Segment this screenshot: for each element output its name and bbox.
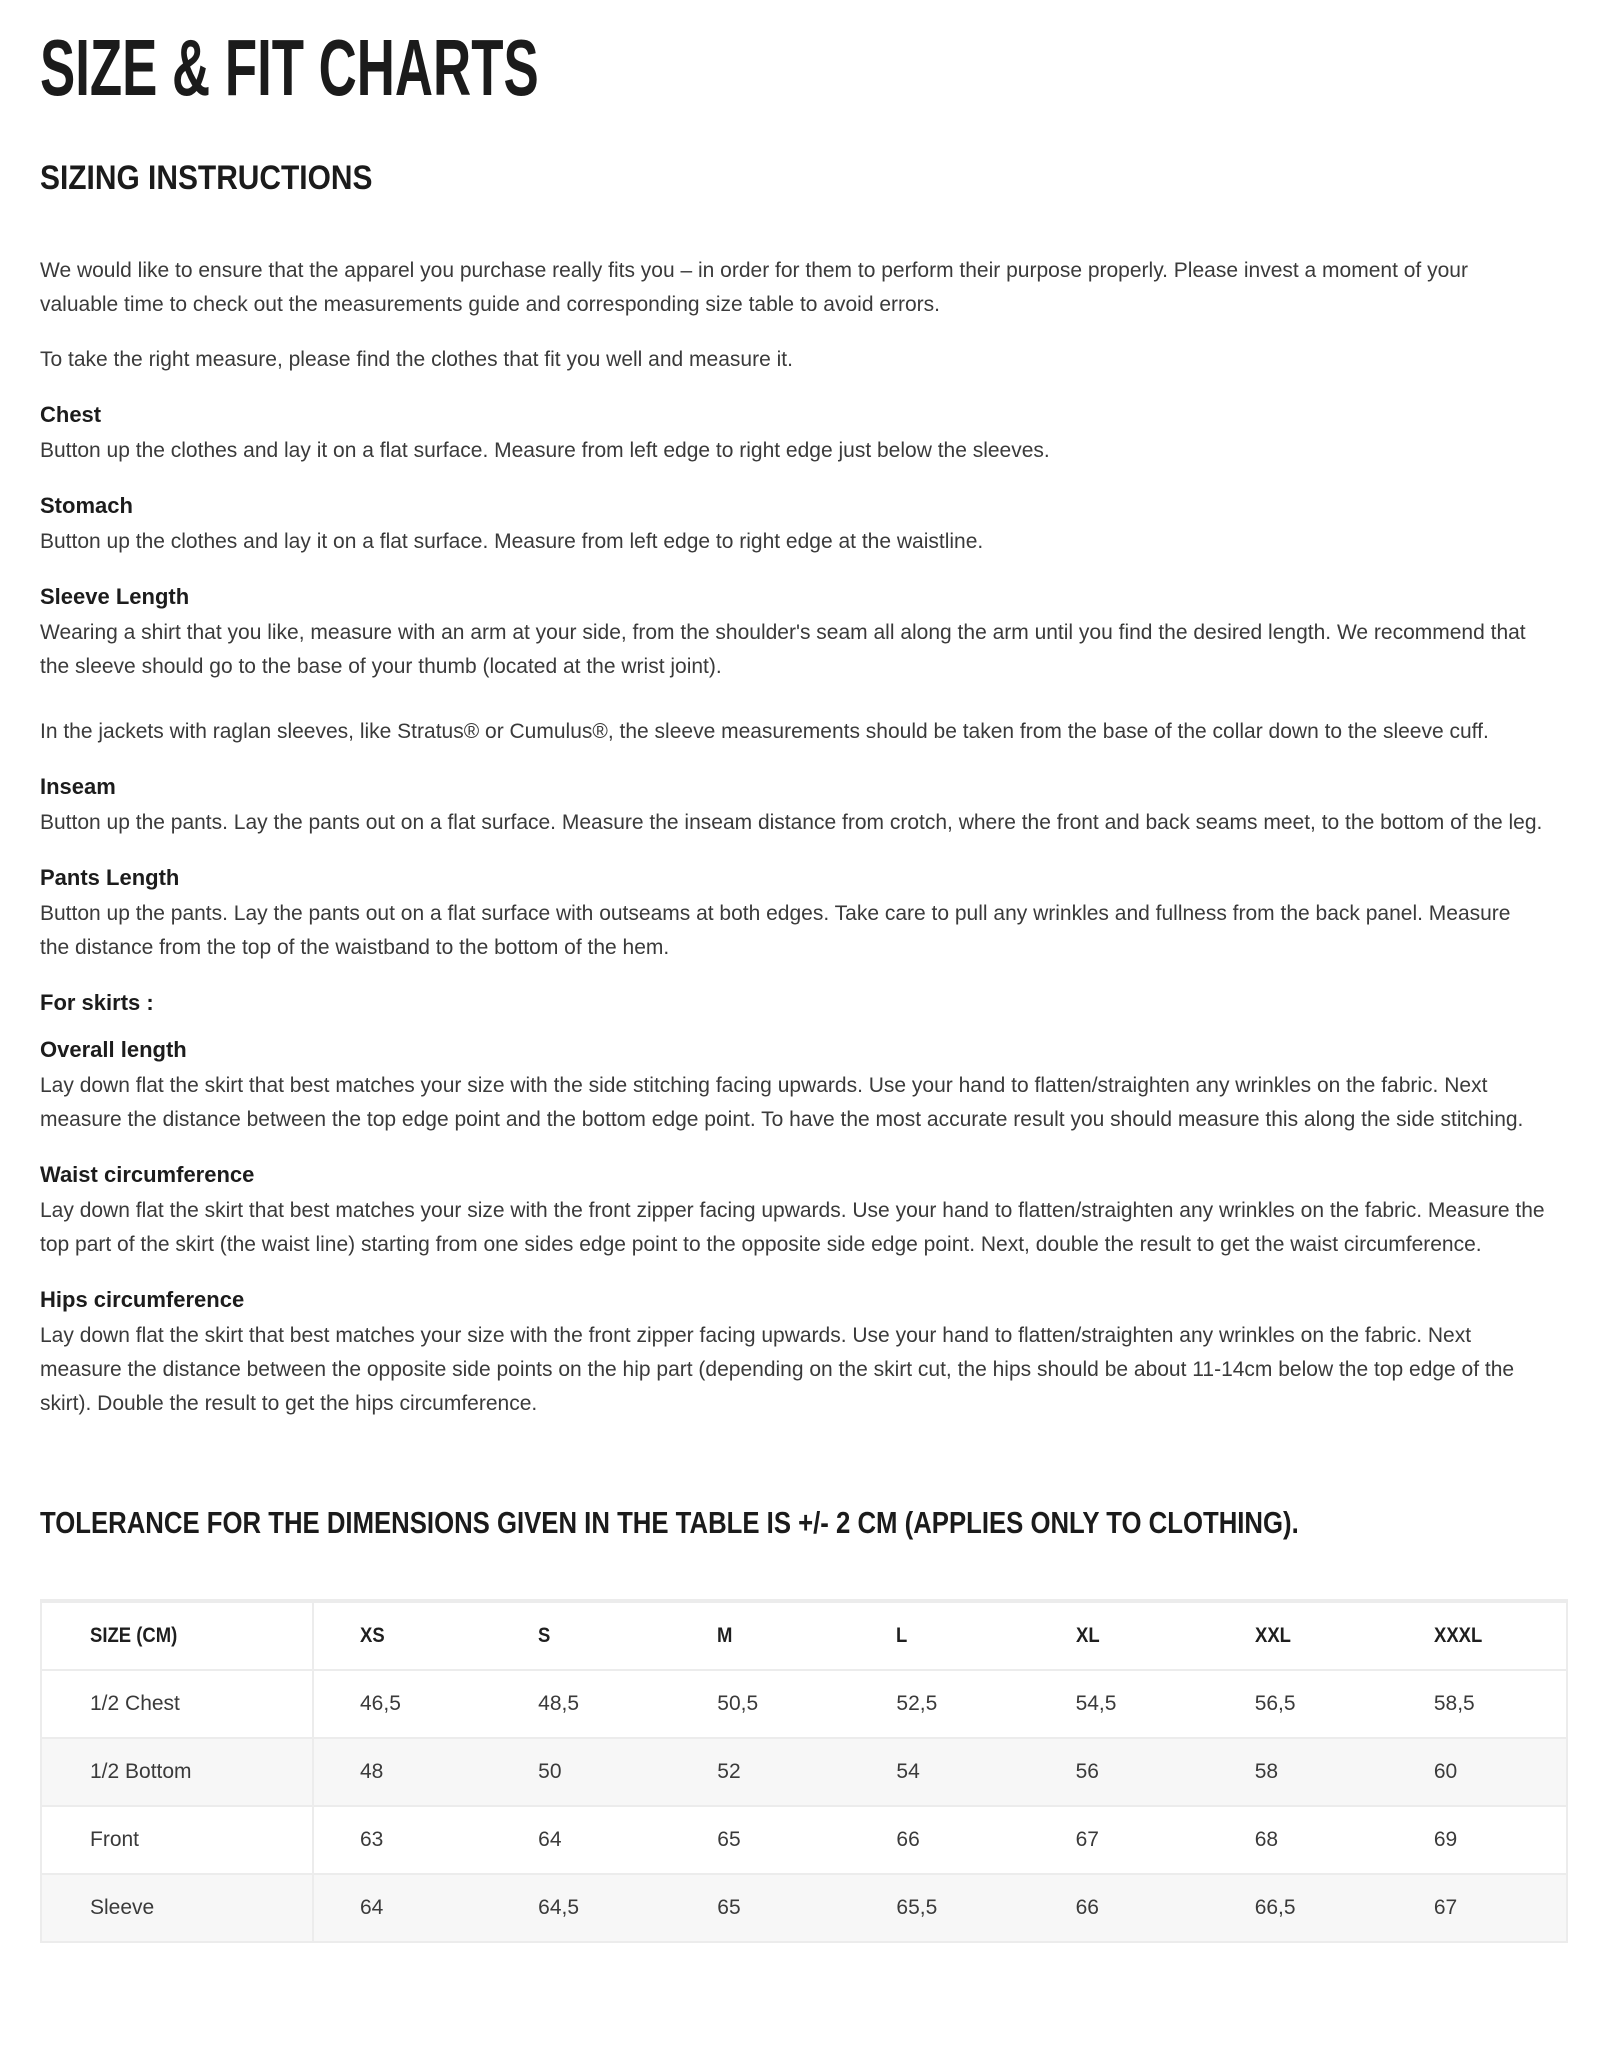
table-cell: 60 [1388,1738,1567,1806]
table-row-sleeve [41,1874,1567,1942]
table-cell: 67 [1030,1806,1209,1874]
table-cell: 66,5 [1209,1874,1388,1942]
table-cell: 46,5 [313,1670,492,1738]
table-cell: 52 [671,1738,850,1806]
table-header-xxxl-text: XXXL [1433,1624,1483,1647]
section-chest-heading: Chest [40,402,102,427]
table-cell: 65 [671,1806,850,1874]
table-cell: 67 [1388,1874,1567,1942]
table-header-xxl-text: XXL [1254,1624,1291,1647]
table-cell: 58,5 [1388,1670,1567,1738]
table-cell: 48 [313,1738,492,1806]
table-header-l [850,1601,1029,1670]
table-header-xs [313,1601,492,1670]
table-header-xxl [1209,1601,1388,1670]
row-label: Sleeve [41,1874,313,1942]
table-cell: 56 [1030,1738,1209,1806]
page-title-text: SIZE & FIT CHARTS [40,23,539,112]
table-cell: 54,5 [1030,1670,1209,1738]
section-inseam-heading: Inseam [40,774,116,799]
section-inseam-paragraph: Button up the pants. Lay the pants out on a flat surface. Measure the inseam distance from crotch, where the front and back seams meet, to the bottom of the leg. [40,811,1543,834]
table-header-size-cm-text: SIZE (CM) [90,1624,178,1647]
page-title [40,23,1568,112]
section-sleeve-length-heading: Sleeve Length [40,584,190,609]
intro-block [40,254,1568,377]
sizing-instructions-text: SIZING INSTRUCTIONS [40,159,373,197]
table-cell: 64 [313,1874,492,1942]
table-header-s [492,1601,671,1670]
section-raglan-note-paragraph: In the jackets with raglan sleeves, like Stratus® or Cumulus®, the sleeve measurements should be taken from the base of the collar down to the sleeve cuff. [40,720,1489,743]
table-header-m-text: M [717,1624,733,1647]
table-cell: 68 [1209,1806,1388,1874]
size-table-header [41,1601,1567,1670]
table-cell: 48,5 [492,1670,671,1738]
table-header-xxxl [1388,1601,1567,1670]
table-cell: 56,5 [1209,1670,1388,1738]
section-overall-length-heading: Overall length [40,1037,187,1062]
section-hips-circumference-heading: Hips circumference [40,1287,245,1312]
size-table-body [41,1670,1567,1942]
table-row-half-chest [41,1670,1567,1738]
table-cell: 63 [313,1806,492,1874]
section-pants-length-heading: Pants Length [40,865,180,890]
table-cell: 66 [850,1806,1029,1874]
section-hips-circumference-paragraph: Lay down flat the skirt that best matches your size with the front zipper facing upwards. Use your hand to flatten/straighten any wrinkles on the fabric. Next measure the distance between the opposite side points on the hip part (depending on the skirt cut, the hips should be about 11-14cm below the top edge of the skirt). Double the result to get the hips circumference. [40,1324,1515,1415]
row-label: 1/2 Chest [41,1670,313,1738]
table-cell: 65 [671,1874,850,1942]
section-chest-paragraph: Button up the clothes and lay it on a flat surface. Measure from left edge to right edge just below the sleeves. [40,439,1050,462]
section-sleeve-length-paragraph: Wearing a shirt that you like, measure with an arm at your side, from the shoulder's seam all along the arm until you find the desired length. We recommend that the sleeve should go to the base of your thumb (located at the wrist joint). [40,621,1526,678]
table-header-xs-text: XS [360,1624,385,1647]
intro-paragraph-1: We would like to ensure that the apparel you purchase really fits you – in order for them to perform their purpose properly. Please invest a moment of your valuable time to check out the measurements guide and corresponding size table to avoid errors. [40,259,1468,316]
intro-paragraph-2: To take the right measure, please find the clothes that fit you well and measure it. [40,348,793,371]
table-cell: 64,5 [492,1874,671,1942]
table-header-xl-text: XL [1075,1624,1100,1647]
row-label: Front [41,1806,313,1874]
tolerance-note-text: TOLERANCE FOR THE DIMENSIONS GIVEN IN THE TABLE IS +/- 2 CM (APPLIES ONLY TO CLOTHING). [40,1505,1299,1540]
table-cell: 50,5 [671,1670,850,1738]
section-overall-length-paragraph: Lay down flat the skirt that best matches your size with the side stitching facing upwards. Use your hand to flatten/straighten any wrinkles on the fabric. Next measure the distance between the top edge point and the bottom edge point. To have the most accurate result you should measure this along the side stitching. [40,1074,1524,1131]
table-cell: 69 [1388,1806,1567,1874]
section-stomach-paragraph: Button up the clothes and lay it on a flat surface. Measure from left edge to right edge at the waistline. [40,530,984,553]
table-cell: 50 [492,1738,671,1806]
table-header-xl [1030,1601,1209,1670]
table-header-l-text: L [896,1624,908,1647]
section-waist-circumference-paragraph: Lay down flat the skirt that best matches your size with the front zipper facing upwards. Use your hand to flatten/straighten any wrinkles on the fabric. Measure the top part of the skirt (the waist line) starting from one sides edge point to the opposite side edge point. Next, double the result to get the waist circumference. [40,1199,1545,1256]
tolerance-note [40,1503,1568,1543]
table-cell: 52,5 [850,1670,1029,1738]
table-header-m [671,1601,850,1670]
table-cell: 65,5 [850,1874,1029,1942]
table-header-s-text: S [538,1624,551,1647]
section-waist-circumference-heading: Waist circumference [40,1162,255,1187]
table-row-front [41,1806,1567,1874]
section-stomach-heading: Stomach [40,493,133,518]
section-for-skirts-heading: For skirts : [40,990,154,1015]
table-cell: 58 [1209,1738,1388,1806]
row-label: 1/2 Bottom [41,1738,313,1806]
table-header-size-cm [41,1601,313,1670]
table-header-row [41,1601,1567,1670]
size-table [40,1599,1568,1943]
table-cell: 64 [492,1806,671,1874]
sizing-instructions-heading [40,156,1568,200]
section-pants-length-paragraph: Button up the pants. Lay the pants out on a flat surface with outseams at both edges. Take care to pull any wrinkles and fullness from the back panel. Measure the distance from the top of the waistband to the bottom of the hem. [40,902,1511,959]
table-row-half-bottom [41,1738,1567,1806]
table-cell: 66 [1030,1874,1209,1942]
table-cell: 54 [850,1738,1029,1806]
